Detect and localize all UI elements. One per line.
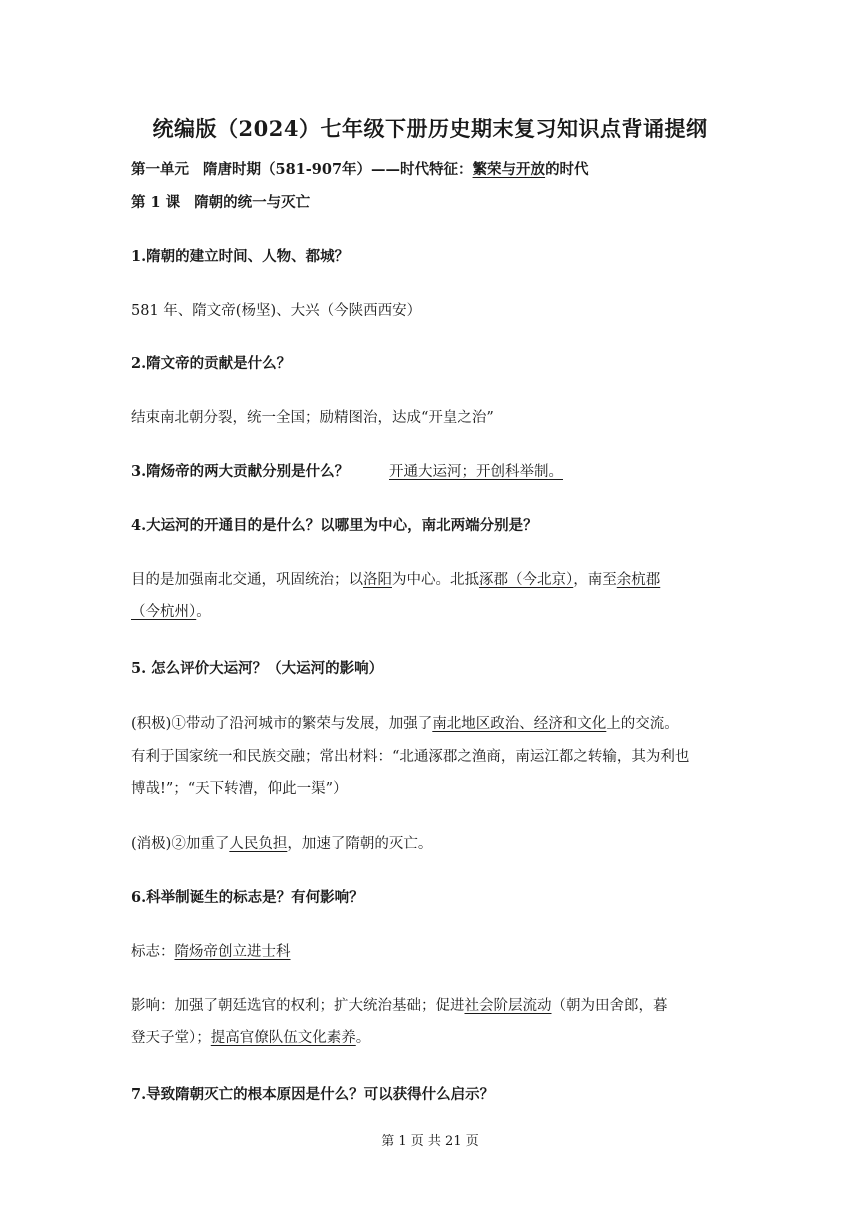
answer-2: 结束南北朝分裂，统一全国；励精图治，达成“开皇之治” xyxy=(131,410,494,426)
answer-6-sign xyxy=(131,940,291,961)
answer-4-south: 余杭郡 xyxy=(616,572,661,588)
answer-4-line-2 xyxy=(131,600,211,621)
question-2: 2.隋文帝的贡献是什么？ xyxy=(131,355,292,372)
answer-5-line-2: 有利于国家统一和民族交融；常出材料：“北通涿郡之渔商，南运江都之转输，其为利也 xyxy=(131,749,690,765)
unit-period: 隋唐时期（581-907年）——时代特征： xyxy=(203,161,473,178)
document-title: 统编版（2024）七年级下册历史期末复习知识点背诵提纲 xyxy=(152,116,708,141)
answer-1: 581 年、隋文帝(杨坚)、大兴（今陕西西安） xyxy=(131,303,422,319)
page-footer: 第 1 页 共 21 页 xyxy=(381,1134,479,1149)
question-7: 7.导致隋朝灭亡的根本原因是什么？可以获得什么启示？ xyxy=(131,1086,495,1103)
question-1: 1.隋朝的建立时间、人物、都城？ xyxy=(131,248,350,265)
answer-6-effect-line-1 xyxy=(131,994,668,1015)
answer-5-positive-b: 上的交流。 xyxy=(606,716,679,732)
question-6: 6.科举制诞生的标志是？有何影响？ xyxy=(131,889,364,906)
answer-4-end: 。 xyxy=(196,604,211,620)
answer-6-sign-label: 标志： xyxy=(131,944,175,960)
question-5: 5. 怎么评价大运河？（大运河的影响） xyxy=(131,660,384,677)
lesson-heading xyxy=(131,191,310,212)
question-4: 4.大运河的开通目的是什么？以哪里为中心，南北两端分别是？ xyxy=(131,517,538,534)
lesson-label: 第 1 课 xyxy=(131,194,181,211)
answer-6-sign-value: 隋炀帝创立进士科 xyxy=(174,944,291,960)
answer-4-text-a: 目的是加强南北交通，巩固统治；以 xyxy=(131,572,363,588)
answer-6-effect-d: 。 xyxy=(355,1030,371,1046)
answer-4-line-1 xyxy=(131,568,660,589)
answer-6-effect-key-2: 提高官僚队伍文化素养 xyxy=(210,1030,356,1046)
answer-4-text-b: 为中心。北抵 xyxy=(392,572,479,588)
answer-5-line-3: 博哉!”；“天下转漕，仰此一渠”） xyxy=(131,781,348,797)
unit-suffix: 的时代 xyxy=(545,161,589,178)
lesson-name: 隋朝的统一与灭亡 xyxy=(194,194,311,211)
unit-heading xyxy=(131,158,589,179)
answer-4-center: 洛阳 xyxy=(363,572,392,588)
answer-6-effect-line-2 xyxy=(131,1026,370,1047)
answer-4-text-c: ，南至 xyxy=(573,572,617,588)
answer-6-effect-a: 影响：加强了朝廷选官的权利；扩大统治基础；促进 xyxy=(131,998,465,1014)
answer-5-positive-a: (积极)①带动了沿河城市的繁荣与发展，加强了 xyxy=(131,716,433,732)
answer-6-effect-c: 登天子堂）； xyxy=(131,1030,211,1046)
unit-feature: 繁荣与开放 xyxy=(472,161,546,178)
question-3: 3.隋炀帝的两大贡献分别是什么？ xyxy=(131,463,350,480)
answer-6-effect-b: （朝为田舍郎，暮 xyxy=(551,998,668,1014)
answer-5-negative-a: (消极)②加重了 xyxy=(131,836,230,852)
answer-5-positive-key: 南北地区政治、经济和文化 xyxy=(432,716,607,732)
answer-5-negative-key: 人民负担 xyxy=(229,836,288,852)
answer-5-negative-b: ，加速了隋朝的灭亡。 xyxy=(287,836,433,852)
answer-4-north: 涿郡（今北京） xyxy=(479,572,574,588)
answer-5-line-1 xyxy=(131,712,679,733)
answer-4-south-modern: （今杭州） xyxy=(131,604,197,620)
answer-5-negative xyxy=(131,832,432,853)
answer-3: 开通大运河；开创科举制。 xyxy=(389,464,563,480)
unit-label: 第一单元 xyxy=(131,161,189,178)
answer-6-effect-key-1: 社会阶层流动 xyxy=(464,998,552,1014)
